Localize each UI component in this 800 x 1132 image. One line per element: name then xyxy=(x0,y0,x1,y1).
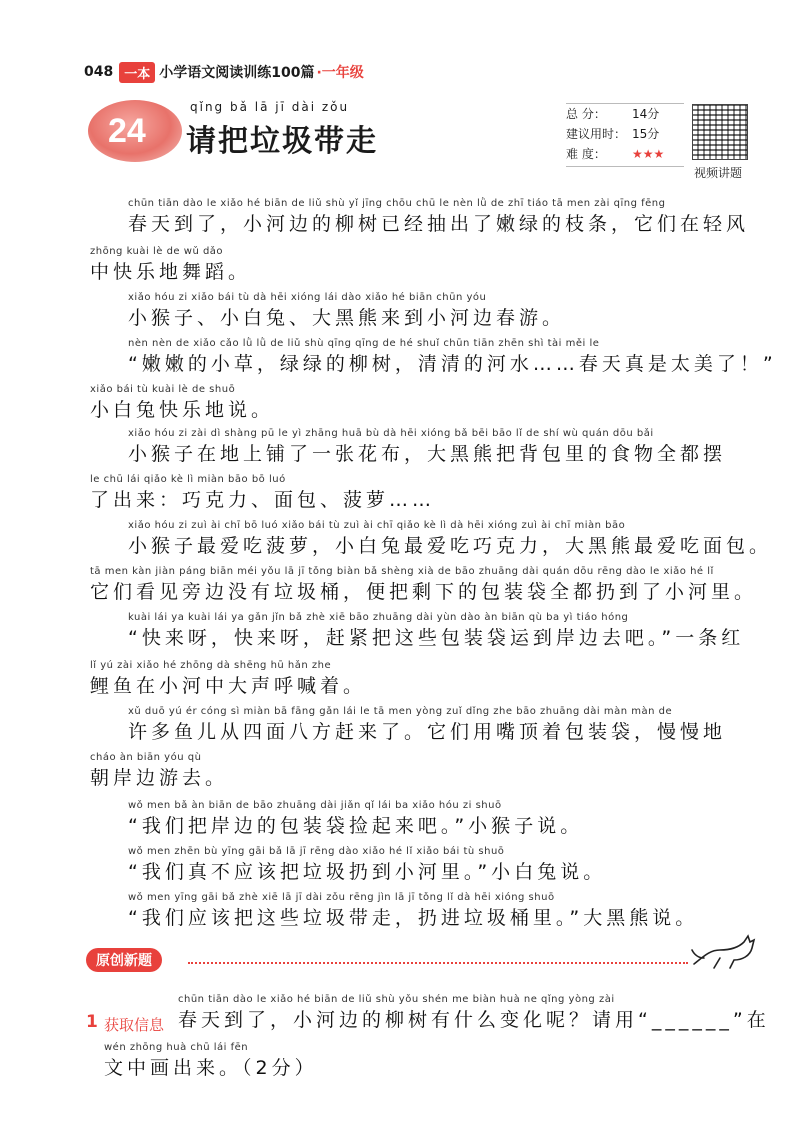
page-number: 048 xyxy=(84,64,114,80)
suggested-time-value: 15分 xyxy=(632,127,660,141)
passage-text: 小白兔快乐地说。 xyxy=(90,399,275,421)
passage-pinyin: xiǎo hóu zi zài dì shàng pū le yì zhāng huā bù dà hēi xióng bǎ bēi bāo lǐ de shí wù quán dōu bǎi xyxy=(128,428,654,439)
passage-pinyin: nèn nèn de xiǎo cǎo lǜ lǜ de liǔ shù qīng qīng de hé shuǐ chūn tiān zhēn shì tài měi le xyxy=(128,338,600,349)
passage-pinyin: wǒ men zhēn bù yīng gāi bǎ lā jī rēng dào xiǎo hé lǐ xiǎo bái tù shuō xyxy=(128,846,505,857)
section-tag: 原创新题 xyxy=(86,948,162,972)
passage-pinyin: zhōng kuài lè de wǔ dǎo xyxy=(90,246,224,257)
question-label: 获取信息 xyxy=(104,1016,165,1034)
passage-text: 它们看见旁边没有垃圾桶，便把剩下的包装袋全都扔到了小河里。 xyxy=(90,581,758,603)
passage-text: “我们真不应该把垃圾扔到小河里。”小白兔说。 xyxy=(128,861,607,883)
suggested-time-label: 建议用时： xyxy=(566,127,627,141)
passage-line xyxy=(128,612,744,650)
passage-pinyin: lǐ yú zài xiǎo hé zhōng dà shēng hū hǎn zhe xyxy=(90,660,332,671)
page-header xyxy=(84,60,364,84)
passage-pinyin: xiǎo hóu zi xiǎo bái tù dà hēi xióng lái dào xiǎo hé biān chūn yóu xyxy=(128,292,487,303)
passage-text: 春天到了，小河边的柳树已经抽出了嫩绿的枝条，它们在轻风 xyxy=(128,213,750,235)
passage-line xyxy=(90,384,274,422)
passage-line xyxy=(128,520,772,558)
difficulty-stars: ★★★ xyxy=(632,147,665,161)
passage-text: “快来呀，快来呀，赶紧把这些包装袋运到岸边去吧。”一条红 xyxy=(128,627,745,649)
passage-line xyxy=(128,198,749,236)
grade-label: ·一年级 xyxy=(316,65,364,81)
title-pinyin: qǐng bǎ lā jī dài zǒu xyxy=(190,100,350,114)
passage-line xyxy=(128,706,726,744)
passage-pinyin: xiǎo hóu zi zuì ài chī bō luó xiǎo bái tù zuì ài chī qiǎo kè lì dà hēi xióng zuì ài chī miàn bāo xyxy=(128,520,626,531)
passage-line xyxy=(90,752,228,790)
passage-text: “我们应该把这些垃圾带走，扔进垃圾桶里。”大黑熊说。 xyxy=(128,907,699,929)
passage-line xyxy=(128,800,583,838)
passage-line xyxy=(90,246,251,284)
passage-pinyin: xiǎo bái tù kuài lè de shuō xyxy=(90,384,236,395)
total-score-value: 14分 xyxy=(632,107,660,121)
passage-text: 小猴子在地上铺了一张花布，大黑熊把背包里的食物全都摆 xyxy=(128,443,727,465)
passage-text: 小猴子、小白兔、大黑熊来到小河边春游。 xyxy=(128,307,566,329)
passage-line xyxy=(128,338,777,376)
total-score-label: 总 分： xyxy=(566,107,606,121)
lesson-info-box xyxy=(566,103,684,167)
video-caption: 视频讲题 xyxy=(694,166,743,180)
passage-line xyxy=(90,660,366,698)
passage-text: 了出来：巧克力、面包、菠萝…… xyxy=(90,489,436,511)
passage-line xyxy=(90,474,435,512)
question-line xyxy=(178,994,770,1032)
passage-text: “我们把岸边的包装袋捡起来吧。”小猴子说。 xyxy=(128,815,584,837)
passage-pinyin: wǒ men yīng gāi bǎ zhè xiē lā jī dài zǒu rēng jìn lā jī tǒng lǐ dà hēi xióng shuō xyxy=(128,892,555,903)
question-pinyin: wén zhōng huà chū lái fēn xyxy=(104,1042,249,1053)
passage-text: 小猴子最爱吃菠萝，小白兔最爱吃巧克力，大黑熊最爱吃面包。 xyxy=(128,535,773,557)
question-line xyxy=(104,1042,318,1080)
section-divider xyxy=(188,962,688,964)
series-title: 小学语文阅读训练100篇 xyxy=(159,65,315,81)
passage-line xyxy=(128,292,565,330)
passage-text: 中快乐地舞蹈。 xyxy=(90,261,252,283)
passage-line xyxy=(128,892,698,930)
question-text: 文中画出来。（2分） xyxy=(104,1057,318,1079)
passage-line xyxy=(128,846,606,884)
passage-pinyin: kuài lái ya kuài lái ya gǎn jǐn bǎ zhè xiē bāo zhuāng dài yùn dào àn biān qù ba yì tiáo hóng xyxy=(128,612,629,623)
passage-text: 鲤鱼在小河中大声呼喊着。 xyxy=(90,675,367,697)
passage-pinyin: chūn tiān dào le xiǎo hé biān de liǔ shù yǐ jīng chōu chū le nèn lǜ de zhī tiáo tā men zài qīng fēng xyxy=(128,198,666,209)
lesson-title: 请把垃圾带走 xyxy=(186,124,378,159)
passage-text: 许多鱼儿从四面八方赶来了。它们用嘴顶着包装袋，慢慢地 xyxy=(128,721,727,743)
passage-text: “嫩嫩的小草，绿绿的柳树，清清的河水……春天真是太美了！” xyxy=(128,353,777,375)
question-text: 春天到了，小河边的柳树有什么变化呢？请用“______”在 xyxy=(178,1009,770,1031)
passage-pinyin: cháo àn biān yóu qù xyxy=(90,752,202,763)
question-number: 1 xyxy=(86,1012,98,1032)
lesson-number: 24 xyxy=(108,112,146,150)
passage-line xyxy=(128,428,726,466)
cat-icon xyxy=(690,928,760,972)
passage-pinyin: xǔ duō yú ér cóng sì miàn bā fāng gǎn lái le tā men yòng zuǐ dǐng zhe bāo zhuāng dài màn màn de xyxy=(128,706,673,717)
passage-pinyin: wǒ men bǎ àn biān de bāo zhuāng dài jiǎn qǐ lái ba xiǎo hóu zi shuō xyxy=(128,800,502,811)
passage-line xyxy=(90,566,757,604)
brand-badge: 一本 xyxy=(119,62,155,83)
passage-pinyin: le chū lái qiǎo kè lì miàn bāo bō luó xyxy=(90,474,286,485)
qr-code-icon[interactable] xyxy=(692,104,748,160)
lesson-number-badge xyxy=(88,100,182,162)
passage-pinyin: tā men kàn jiàn páng biān méi yǒu lā jī tǒng biàn bǎ shèng xià de bāo zhuāng dài quán dōu rēng dào le xiǎo hé lǐ xyxy=(90,566,714,577)
difficulty-label: 难 度： xyxy=(566,147,606,161)
passage-text: 朝岸边游去。 xyxy=(90,767,229,789)
question-pinyin: chūn tiān dào le xiǎo hé biān de liǔ shù yǒu shén me biàn huà ne qǐng yòng zài xyxy=(178,994,615,1005)
